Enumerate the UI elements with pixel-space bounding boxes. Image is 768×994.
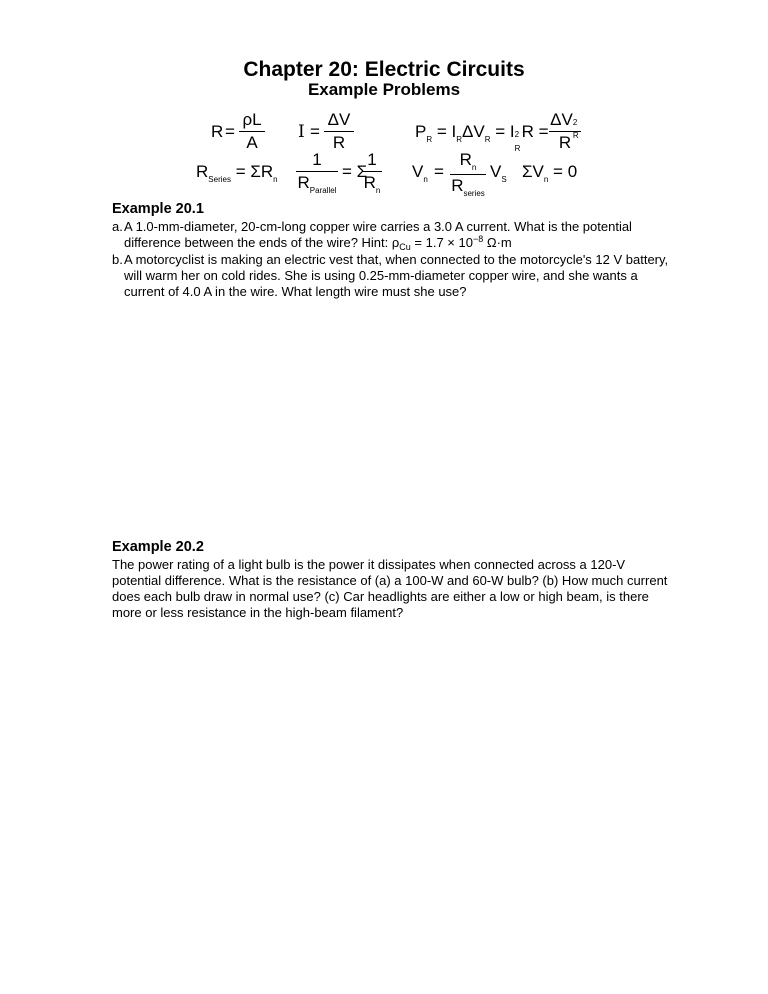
eq-lhs: ΣV [522, 162, 544, 181]
example-1-heading: Example 20.1 [112, 201, 204, 217]
page-subtitle: Example Problems [307, 80, 461, 99]
fraction-numerator: 1 [312, 150, 322, 169]
eq-lhs: P [415, 122, 427, 141]
voltage-divider-equation [412, 150, 512, 196]
eq-rhs: = ΣR [235, 162, 274, 181]
eq-subscript: n [375, 186, 381, 195]
fraction-denominator: R [297, 173, 310, 192]
fraction-denominator: R [451, 176, 464, 195]
eq-subscript: n [471, 163, 477, 172]
eq-subscript: n [423, 175, 428, 184]
eq-subscript: R [514, 144, 521, 153]
kirchhoff-equation [522, 162, 592, 192]
eq-superscript: 2 [514, 130, 520, 139]
item-text: = 1.7 × 10 [410, 235, 473, 250]
resistance-fraction [239, 110, 265, 153]
eq-superscript: 2 [572, 118, 578, 127]
fraction-numerator: ΔV [327, 110, 351, 129]
fraction-denominator: R [363, 173, 376, 192]
page-title: Chapter 20: Electric Circuits [243, 58, 525, 81]
item-text: A 1.0-mm-diameter, 20-cm-long copper wire carries a 3.0 A current. What is the potential difference between the ends of the wire? Hint: ρ [124, 219, 632, 250]
resistance-equation [211, 110, 281, 156]
eq-term: = I [495, 122, 515, 141]
fraction-numerator: R [459, 150, 472, 169]
parallel-fraction-left [296, 150, 338, 196]
list-item [112, 252, 672, 300]
example-2-heading: Example 20.2 [112, 539, 204, 555]
eq-subscript: Series [208, 175, 231, 184]
eq-subscript: R [426, 135, 433, 144]
fraction-numerator: ΔV [550, 110, 573, 129]
eq-subscript: S [501, 175, 507, 184]
fraction-denominator: A [246, 133, 258, 152]
eq-subscript: Parallel [309, 186, 337, 195]
item-text: Ω·m [483, 235, 512, 250]
eq-term: = I [436, 122, 457, 141]
series-equation [196, 162, 286, 192]
item-subscript: Cu [399, 242, 411, 252]
eq-rhs: V [490, 162, 502, 181]
eq-sign: = [225, 122, 235, 141]
eq-subscript: R [572, 131, 579, 140]
fraction-bar [296, 171, 338, 172]
current-fraction [324, 110, 354, 153]
fraction-bar [324, 131, 354, 132]
eq-lhs: R [211, 122, 224, 141]
eq-lhs: R [196, 162, 209, 181]
eq-sign: = [310, 122, 320, 141]
parallel-fraction-right [362, 150, 382, 196]
fraction-bar [450, 174, 486, 175]
fraction-numerator: 1 [367, 150, 377, 169]
parallel-equation [296, 150, 386, 196]
fraction-denominator: R [558, 133, 572, 152]
eq-lhs: I [298, 122, 305, 142]
eq-sign: = Σ [342, 162, 368, 181]
eq-subscript: R [456, 135, 463, 144]
item-text: A motorcyclist is making an electric vest that, when connected to the motorcycle's 12 V battery, will warm her on cold rides. She is using 0.25-mm-diameter copper wire, and she wants a current of 4.0 A in the wire. What length wire must she use? [124, 252, 669, 299]
eq-subscript: series [463, 189, 485, 198]
list-item [112, 219, 672, 252]
example-1-list [112, 219, 672, 300]
eq-term: R = [521, 122, 549, 141]
eq-term: ΔV [462, 122, 485, 141]
eq-subscript: n [273, 175, 278, 184]
fraction-denominator: R [332, 133, 346, 152]
power-fraction [549, 110, 581, 153]
item-label: b. [112, 252, 123, 267]
divider-fraction [450, 150, 486, 199]
eq-sign: = [434, 162, 444, 181]
fraction-bar [362, 171, 382, 172]
item-superscript: −8 [472, 234, 484, 244]
fraction-bar [239, 131, 265, 132]
eq-subscript: n [543, 175, 549, 184]
example-2-text: The power rating of a light bulb is the power it dissipates when connected across a 120-V potential difference. What is the resistance of (a) a 100-W and 60-W bulb? (b) How much current does each bulb draw in normal use? (c) Car headlights are either a low or high beam, is there more or less resistance in the high-beam filament? [112, 557, 668, 620]
eq-rhs: = 0 [553, 162, 578, 181]
eq-lhs: V [412, 162, 424, 181]
item-label: a. [112, 219, 123, 234]
eq-subscript: R [484, 135, 491, 144]
fraction-numerator: ρL [242, 110, 262, 129]
